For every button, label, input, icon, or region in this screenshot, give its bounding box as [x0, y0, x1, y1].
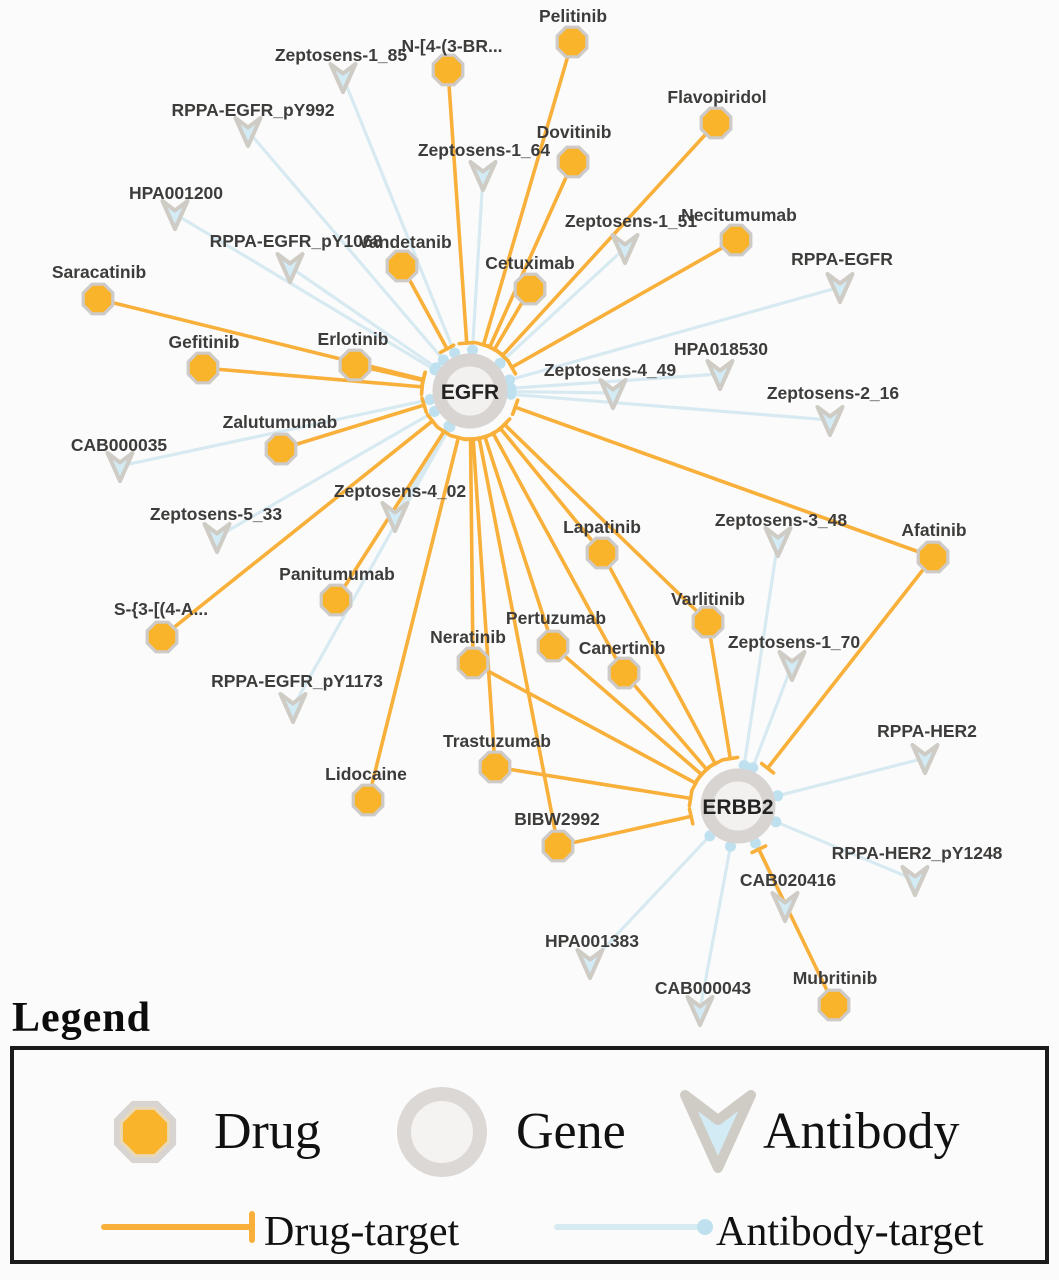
drug-node[interactable]	[458, 648, 488, 678]
antibody-target-edge-icon	[553, 1211, 723, 1243]
drug-node[interactable]	[543, 831, 573, 861]
drug-node[interactable]	[188, 353, 218, 383]
antibody-node-icon	[670, 1078, 766, 1178]
antibody-node[interactable]	[818, 407, 843, 435]
drug-node[interactable]	[558, 147, 588, 177]
antibody-node-label: CAB000035	[70, 435, 168, 455]
drug-node[interactable]	[340, 350, 370, 380]
drug-node-label: Lidocaine	[325, 764, 407, 784]
edge-tee	[723, 757, 738, 759]
antibody-node-label: Zeptosens-1_70	[727, 632, 861, 652]
antibody-node-label: Zeptosens-4_02	[333, 481, 467, 501]
drug-node-label: Gefitinib	[168, 332, 240, 352]
legend-box	[10, 1046, 1049, 1264]
antibody-node[interactable]	[578, 950, 603, 978]
drug-target-edge	[448, 70, 467, 343]
drug-node[interactable]	[83, 284, 113, 314]
drug-target-edge	[473, 439, 495, 767]
antibody-node-label: HPA018530	[673, 339, 769, 359]
drug-node-label: Erlotinib	[317, 329, 389, 349]
drug-node[interactable]	[433, 55, 463, 85]
antibody-node[interactable]	[331, 64, 356, 92]
drug-target-edge-icon	[100, 1211, 270, 1243]
drug-node[interactable]	[918, 542, 948, 572]
antibody-target-edge	[343, 77, 455, 353]
antibody-node[interactable]	[773, 893, 798, 921]
antibody-node[interactable]	[903, 867, 928, 895]
drug-node-label: Cetuximab	[485, 253, 575, 273]
drug-node[interactable]	[515, 274, 545, 304]
drug-node-label: Mubritinib	[792, 968, 878, 988]
edge-tee	[513, 400, 518, 414]
antibody-node[interactable]	[613, 235, 638, 263]
drug-node-label: Necitumumab	[681, 205, 797, 225]
drug-node-label: Saracatinib	[51, 262, 147, 282]
antibody-node-label: Zeptosens-1_64	[417, 140, 551, 160]
antibody-node-label: CAB000043	[654, 978, 752, 998]
antibody-node[interactable]	[766, 528, 791, 556]
drug-node[interactable]	[721, 225, 751, 255]
drug-target-edge	[495, 767, 691, 798]
labels-layer	[52, 6, 1003, 998]
antibody-node-label: Zeptosens-4_49	[543, 360, 677, 380]
gene-node-icon	[394, 1084, 490, 1180]
antibody-node-label: CAB020416	[739, 870, 837, 890]
drug-node-label: Varlitinib	[671, 589, 745, 609]
edge-tee	[459, 343, 474, 344]
antibody-target-edge	[744, 541, 778, 765]
drug-node-label: Zalutumumab	[222, 412, 338, 432]
antibody-node-label: Zeptosens-2_16	[766, 383, 900, 403]
drug-node-label: S-{3-[(4-A...	[113, 599, 209, 619]
drug-node-icon	[97, 1084, 193, 1180]
gene-node-label: EGFR	[440, 381, 500, 404]
drug-node[interactable]	[353, 785, 383, 815]
antibody-node-label: RPPA-EGFR	[791, 249, 893, 269]
drug-node-label: Flavopiridol	[667, 87, 767, 107]
legend-antibody-target-label: Antibody-target	[716, 1209, 984, 1255]
antibody-target-edge	[778, 758, 925, 796]
antibody-node-label: HPA001383	[544, 931, 640, 951]
drug-node[interactable]	[587, 538, 617, 568]
drug-node[interactable]	[701, 108, 731, 138]
drug-node-label: Vandetanib	[358, 232, 452, 252]
antibody-node-label: Zeptosens-1_51	[564, 211, 698, 231]
drug-node-label: Pertuzumab	[505, 608, 607, 628]
drug-node[interactable]	[538, 631, 568, 661]
antibody-node[interactable]	[281, 694, 306, 722]
legend-drug-target-label: Drug-target	[264, 1209, 460, 1255]
gene-node-label: ERBB2	[702, 796, 774, 819]
antibody-node[interactable]	[688, 997, 713, 1025]
antibody-node-label: RPPA-HER2_pY1248	[831, 843, 1003, 863]
drug-node-label: Dovitinib	[536, 122, 612, 142]
edge-tee	[690, 809, 693, 824]
edge-tee	[451, 436, 466, 440]
antibody-node-label: Zeptosens-5_33	[149, 504, 283, 524]
drug-node-label: N-[4-(3-BR...	[401, 36, 503, 56]
antibody-node-label: RPPA-EGFR_pY1068	[209, 231, 383, 251]
antibody-node[interactable]	[205, 524, 230, 552]
antibody-node[interactable]	[163, 201, 188, 229]
antibody-node-label: Zeptosens-3_48	[714, 510, 848, 530]
legend-antibody-label: Antibody	[763, 1103, 960, 1160]
antibody-node-label: RPPA-EGFR_pY1173	[211, 671, 383, 691]
drug-node[interactable]	[387, 251, 417, 281]
antibody-node-label: RPPA-EGFR_pY992	[171, 100, 335, 120]
drug-node[interactable]	[693, 607, 723, 637]
drug-node[interactable]	[480, 752, 510, 782]
drug-node[interactable]	[266, 434, 296, 464]
drug-node-label: Neratinib	[430, 627, 506, 647]
antibody-node-label: Zeptosens-1_85	[274, 45, 408, 65]
edge-tee	[689, 791, 691, 806]
antibody-target-edge	[472, 175, 483, 350]
legend-gene-label: Gene	[516, 1103, 626, 1160]
drug-node-label: BIBW2992	[514, 809, 600, 829]
antibody-node-label: RPPA-HER2	[877, 721, 977, 741]
antibody-node-label: HPA001200	[128, 183, 224, 203]
drug-node-label: Trastuzumab	[443, 731, 551, 751]
legend-title: Legend	[12, 995, 152, 1041]
edge-tee	[422, 373, 425, 388]
drug-node[interactable]	[147, 622, 177, 652]
drug-node-label: Panitumumab	[279, 564, 395, 584]
antibody-node[interactable]	[108, 453, 133, 481]
drug-node[interactable]	[557, 27, 587, 57]
antibody-target-edge	[511, 392, 613, 393]
drug-node[interactable]	[609, 658, 639, 688]
drug-node-label: Pelitinib	[538, 6, 608, 26]
drug-node[interactable]	[819, 990, 849, 1020]
drug-node-label: Afatinib	[901, 520, 967, 540]
antibody-node[interactable]	[471, 162, 496, 190]
legend-drug-label: Drug	[214, 1103, 321, 1160]
drug-node[interactable]	[321, 585, 351, 615]
antibody-node[interactable]	[780, 652, 805, 680]
drug-node-label: Canertinib	[578, 638, 666, 658]
drug-node-label: Lapatinib	[563, 517, 641, 537]
